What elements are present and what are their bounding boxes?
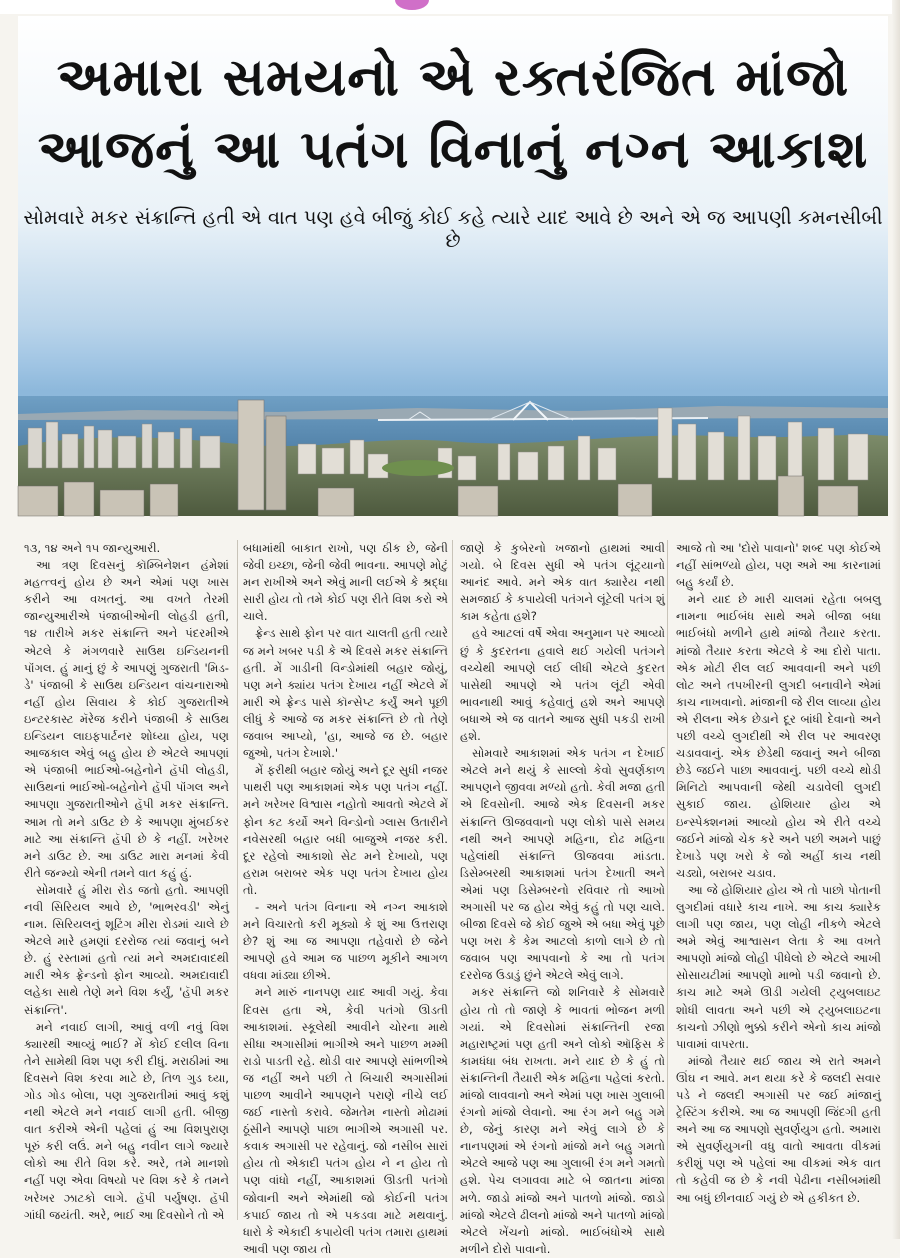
- paragraph: સોમવારે આકાશમાં એક પતંગ ન દેખાઈ એટલે મને થયું કે સાલ્લો કેવો સુવર્ણકાળ આપણને જીવવા મળ્યો હતો. કેવી મજા હતી એ દિવસોની. આજે એક દિવસની મકર સંક્રાન્તિ ઊજવવાનો પણ લોકો પાસે સમય નથી અને આપણે મહિના, દોઢ મહિના પહેલાંથી સંક્રાન્તિ ઊજવવા માંડતા. ડિસેમ્બરથી આકાશમાં પતંગ દેખાતી અને એમાં પણ ડિસેમ્બરનો રવિવાર તો આખો અગાસી પર જ હોય એવું કહું તો પણ ચાલે. બીજા દિવસે જે કોઈ જુએ એ બધા એવું પૂછે પણ ખરા કે કેમ આટલો કાળો લાગે છે તો જવાબ પણ આપવાનો કે આ તો પતંગ દરરોજ ઉડાડું છુંને એટલે એવું લાગે.: [460, 746, 665, 983]
- article-column-1: [24, 540, 229, 1230]
- paragraph: આજે તો આ 'દોરો પાવાનો' શબ્દ પણ કોઈએ નહીં સાંભળ્યો હોય, પણ અમે આ કારનામાં બહુ કર્યાં છે.: [676, 541, 881, 590]
- article-column-4: [676, 540, 881, 1230]
- paragraph: ફ્રેન્ડ સાથે ફોન પર વાત ચાલતી હતી ત્યારે જ મને ખબર પડી કે એ દિવસે મકર સંક્રાન્તિ હતી. મેં ગાડીની વિન્ડોમાંથી બહાર જોયું, પણ મને ક્યાંય પતંગ દેખાય નહીં એટલે મેં મારી એ ફ્રેન્ડ પાસે કૉન્સેપ્ટ કર્યું અને પૂછી લીધું કે આજે જ મકર સંક્રાન્તિ છે તો તેણે જવાબ આપ્યો, 'હા, આજે જ છે. બહાર જુઓ, પતંગ દેખાશે.': [243, 626, 448, 761]
- paragraph: મકર સંક્રાન્તિ જો શનિવારે કે સોમવારે હોય તો તો જાણે કે ભાવતાં ભોજન મળી ગયાં. એ દિવસોમાં સંક્રાન્તિની રજા મહારાષ્ટ્રમાં પણ હતી અને લોકો ઑફિસ કે કામધંધા બંધ રાખતા. મને યાદ છે કે હું તો સંક્રાન્તિની તૈયારી એક મહિના પહેલાં કરતો. માંજો લાવવાનો અને એમાં પણ ખાસ ગુલાબી રંગનો માંજો લેવાનો. આ રંગ મને બહુ ગમે છે, જેનું કારણ મને એવું લાગે છે કે નાનપણમાં એ રંગનો માંજો મને બહુ ગમતો એટલે આજે પણ આ ગુલાબી રંગ મને ગમતો હશે. પેચ લગાવવા માટે બે જાતના માંજા મળે. જાડો માંજો અને પાતળો માંજો. જાડો માંજો એટલે ઢીલનો માંજો અને પાતળો માંજો એટલે ખેંચનો માંજો. ભાઈબંધોએ સાથે મળીને દોરો પાવાનો.: [460, 985, 665, 1256]
- paragraph: હવે આટલાં વર્ષે એવા અનુમાન પર આવ્યો છું કે કુદરતના હવાલે થઈ ગયેલી પતંગને વચ્ચેથી આપણે લઈ લીધી એટલે કુદરત પાસેથી આપણે એ પતંગ લૂંટી એવી ભાવનાથી આવું કહેવાતું હશે અને આપણે બધાએ એ જ વાતને આજ સુધી પકડી રાખી હશે.: [460, 626, 665, 744]
- article-column-3: [460, 540, 665, 1256]
- paragraph: ૧૩, ૧૪ અને ૧૫ જાન્યુઆરી.: [24, 541, 161, 555]
- paragraph: - અને પતંગ વિનાના એ નગ્ન આકાશે મને વિચારતો કરી મૂક્યો કે શું આ ઉત્તરાણ છે? શું આ જ આપણા તહેવારો છે જેને આપણે હવે આમ જ પાછળ મૂકીને આગળ વધવા માંડ્યા છીએ.: [243, 899, 448, 983]
- page-edge-shadow: [892, 0, 900, 1239]
- paragraph: બધામાંથી બાકાત રાખો, પણ ઠીક છે, જેની જેવી ઇચ્છા, જેની જેવી ભાવના. આપણે મોટું મન રાખીએ અને એવું માની લઈએ કે શ્રદ્ધા સારી હોય તો તમે કોઈ પણ રીતે વિશ કરો એ ચાલે.: [243, 541, 448, 624]
- paragraph: મેં ફરીથી બહાર જોયું અને દૂર સુધી નજર પાથરી પણ આકાશમાં એક પણ પતંગ નહીં. મને ખરેખર વિશ્વાસ નહોતો આવતો એટલે મેં ફોન કટ કર્યો અને વિન્ડોનો ગ્લાસ ઉતારીને નવેસરથી બહાર બધી બાજુએ નજર કરી. દૂર રહેલો આકાશો સેટ મને દેખાયો, પણ હરામ બરાબર એક પણ પતંગ દેખાય હોય તો.: [243, 763, 448, 897]
- paragraph: મને યાદ છે મારી ચાલમાં રહેતા બબલુ નામના ભાઈબંધ સાથે અમે બીજા બધા ભાઈબંધો મળીને હાથે માંજો તૈયાર કરતા. માંજો તૈયાર કરતા એટલે કે આ દોરો પાતા. એક મોટી રીલ લઈ આવવાની અને પછી લોટ અને તપખીરની લુગદી બનાવીને એમાં કાચ નાખવાનો. માંજાની જે રીલ લાવ્યા હોય એ રીલના એક છેડાને દૂર બાંધી દેવાનો અને પછી વચ્ચે લુગદીથી એ રીલ પર આવરણ ચડાવવાનું. એક છેડેથી જવાનું અને બીજા છેડે જઈને પાછા આવવાનું. પછી વચ્ચે થોડી મિનિટો આપવાની જેથી ચડાવેલી લુગદી સુકાઈ જાય. હોશિયાર હોય એ ઇન્સ્પેક્શનમાં આવ્યો હોય એ રીતે વચ્ચે જઈને માંજો ચેક કરે અને પછી અમને પાછું દેખાડે પણ ખરો કે જો અહીં કાચ નથી ચડ્યો, બરાબર ચડાવ.: [676, 592, 881, 880]
- article-header: [18, 16, 888, 516]
- paragraph: મને મારું નાનપણ યાદ આવી ગયું. કેવા દિવસ હતા એ, કેવી પતંગો ઊડતી આકાશમાં. સ્કૂલેથી આવીને ચોરના માથે સીધા અગાસીમાં ભાગીએ અને પાછળ મમ્મી રાડો પાડતી રહે. થોડી વાર આપણે સાંભળીએ જ નહીં અને પછી તે બિચારી અગાસીમાં પાછળ આવીને આપણને પરાણે નીચે લઈ જઈ નાસ્તો કરાવે. જેમતેમ નાસ્તો મોઢામાં ઠૂંસીને આપણે પાછા ભાગીએ અગાસી પર. કવાક અગાસી પર રહેવાનું. જો નસીબ સારાં હોય તો એકાદી પતંગ હોય ને ન હોય તો પણ વાંધો નહીં, આકાશમાં ઊડતી પતંગો જોવાની અને એમાંથી જો કોઈની પતંગ કપાઈ જાય તો એ પકડવા માટે મથવાનું. ધારો કે એકાદી કપાયેલી પતંગ તમારા હાથમાં આવી પણ જાય તો: [243, 985, 448, 1256]
- paragraph: જાણે કે કુબેરનો ખજાનો હાથમાં આવી ગયો. બે દિવસ સુધી એ પતંગ લૂંટ્યાનો આનંદ આવે. મને એક વાત ક્યારેય નથી સમજાઈ કે કપાયેલી પતંગને લૂંટેલી પતંગ શું કામ કહેતા હશે?: [460, 541, 665, 624]
- top-strip: [0, 0, 900, 14]
- paragraph: આ જે હોશિયાર હોય એ તો પાછો પોતાની લુગદીમાં વધારે કાચ નાખે. આ કાચ ક્યારેક લાગી પણ જાય, પણ લોહી નીકળે એટલે અમે એવું આશ્વાસન લેતા કે આ વખતે આપણો માંજો લોહી પીધેલો છે એટલે આખી સોસાયટીમાં આપણો માભો પડી જવાનો છે. કાચ માટે અમે ઊડી ગયેલી ટ્યુબલાઇટ શોધી લાવતા અને પછી એ ટ્યુબલાઇટના કાચનો ઝીણો ભુક્કો કરીને એનો કાચ માંજો પાવામાં વાપરતા.: [676, 882, 881, 1051]
- headline-line-1: અમારા સમયનો એ રક્તરંજિત માંજો: [56, 48, 850, 108]
- paragraph: સોમવારે હું મીરા રોડ જતો હતો. આપણી નવી સિરિયલ આવે છે, 'ભાભરવડી' એનું નામ. સિરિયલનું શૂટિંગ મીરા રોડમાં ચાલે છે એટલે મારે હમણાં દરરોજ ત્યાં જવાનું બને છે. હું રસ્તામાં હતો ત્યાં મને અમદાવાદથી મારી એક ફ્રેન્ડનો ફોન આવ્યો. અમદાવાદી લહેકા સાથે તેણે મને વિશ કર્યું, 'હૅપી મકર સંક્રાન્તિ'.: [24, 882, 229, 1017]
- paragraph: માંજો તૈયાર થઈ જાય એ રાતે અમને ઊંઘ ન આવે. મન થયા કરે કે જલદી સવાર પડે ને જલદી અગાસી પર જઈ માંજાનું ટ્રેસ્ટિંગ કરીએ. આ જ આપણી જિંદગી હતી અને આ જ આપણો સુવર્ણયુગ હતો. અમારા એ સુવર્ણયુગની વધુ વાતો આવતા વીકમાં કરીશું પણ એ પહેલાં આ વીકમાં એક વાત તો કહેવી જ છે કે નવી પેઢીના નસીબમાંથી આ બધું છીનવાઈ ગયું છે એ હકીકત છે.: [676, 1053, 881, 1205]
- paragraph: મને નવાઈ લાગી, આવું વળી નવું વિશ ક્યારથી આવ્યું ભાઈ? મેં કોઈ દલીલ વિના તેને સામેથી વિશ પણ કરી દીધું. મરાઠીમાં આ દિવસને વિશ કરવા માટે છે, તિળ ગુડ ઘ્યા, ગોડ ગોડ બોલા, પણ ગુજરાતીમાં આવું કશું નથી એટલે મને નવાઈ લાગી હતી. બીજી વાત કરીએ એની પહેલાં હું આ વિશપુરાણ પૂરું કરી લઉં. મને બહુ નવીન લાગે જ્યારે લોકો આ રીતે વિશ કરે. અરે, તમે માનશો નહીં પણ એવા વિષયો પર વિશ કરે કે તમને ખરેખર ઝાટકો લાગે. હૅપી પર્યુષણ. હૅપી ગાંધી જયંતી. અરે, ભાઈ આ દિવસોને તો એ: [24, 1019, 229, 1222]
- headline-line-2: આજનું આ પતંગ વિનાનું નગ્ન આકાશ: [37, 120, 869, 180]
- subheadline: સોમવારે મકર સંક્રાન્તિ હતી એ વાત પણ હવે બીજું કોઈ કહે ત્યારે યાદ આવે છે અને એ જ આપણી કમનસીબી છે: [23, 206, 883, 252]
- city-skyline-photo: [18, 336, 888, 516]
- article-column-2: [243, 540, 448, 1256]
- article-body: [24, 540, 886, 1256]
- paragraph: આ ત્રણ દિવસનું કૉમ્બિનેશન હંમેશાં મહત્ત્વનું હોય છે અને એમાં પણ ખાસ કરીને આ વખતનું. આ વખતે તેરમી જાન્યુઆરીએ પંજાબીઓની લોહડી હતી, ૧૪ તારીખે મકર સંક્રાન્તિ અને પંદરમીએ એટલે કે મંગળવારે સાઉથ ઇન્ડિયનની પૉંગલ. હું માનું છું કે આપણું ગુજરાતી 'મિડ-ડે' પંજાબી કે સાઉથ ઇન્ડિયન વાંચનારાઓ નહીં હોય સિવાય કે કોઈ ગુજરાતીએ ઇન્ટરકાસ્ટ મૅરેજ કરીને પંજાબી કે સાઉથ ઇન્ડિયન લાઇફપાર્ટનર શોધ્યા હોય, પણ આજકાલ એવું બહુ હોય છે એટલે આપણાં એ પંજાબી ભાઈઓ-બહેનોને હૅપી લોહડી, સાઉથનાં ભાઈઓ-બહેનોને હૅપી પૉંગલ અને આપણા ગુજરાતીઓને હૅપી મકર સંક્રાન્તિ. આમ તો મને ડાઉટ છે કે આપણા મુંબઈકર માટે આ સંક્રાન્તિ હૅપી છે કે નહીં. ખરેખર મને ડાઉટ છે. આ ડાઉટ મારા મનમાં કેવી રીતે જન્મ્યો એની તમને વાત કહું હું.: [24, 558, 229, 880]
